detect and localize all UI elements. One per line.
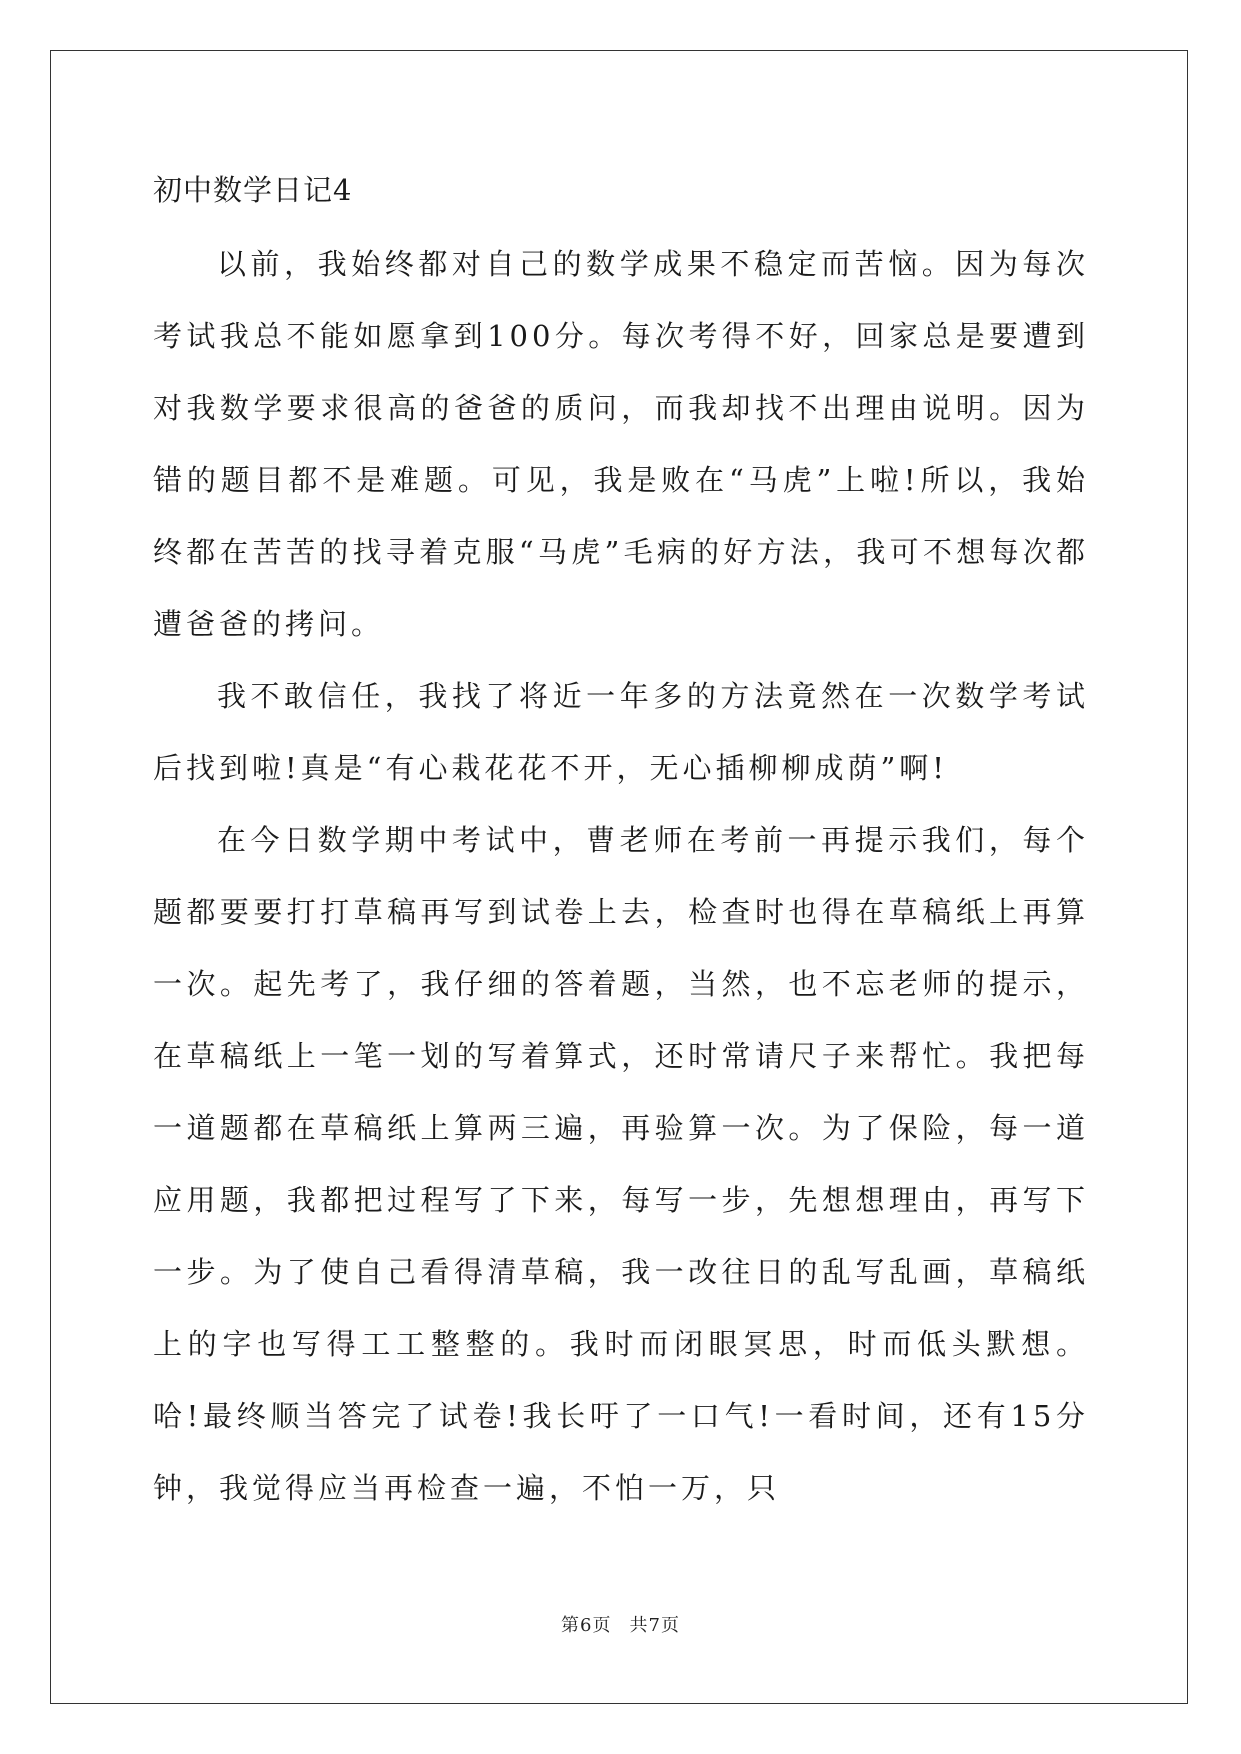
document-body (153, 160, 1089, 1524)
paragraph-1: 以前，我始终都对自己的数学成果不稳定而苦恼。因为每次考试我总不能如愿拿到100分。每次考得不好，回家总是要遭到对我数学要求很高的爸爸的质问，而我却找不出理由说明。因为错的题目都不是难题。可见，我是败在“马虎”上啦!所以，我始终都在苦苦的找寻着克服“马虎”毛病的好方法，我可不想每次都遭爸爸的拷问。 (153, 247, 1089, 641)
page-footer (0, 1611, 1241, 1637)
page-number: 第6页 (561, 1615, 612, 1636)
paragraph-2: 我不敢信任，我找了将近一年多的方法竟然在一次数学考试后找到啦!真是“有心栽花花不开，无心插柳柳成荫”啊! (153, 679, 1089, 785)
page-total: 共7页 (629, 1615, 680, 1636)
paragraph-3: 在今日数学期中考试中，曹老师在考前一再提示我们，每个题都要要打打草稿再写到试卷上去，检查时也得在草稿纸上再算一次。起先考了，我仔细的答着题，当然，也不忘老师的提示，在草稿纸上一笔一划的写着算式，还时常请尺子来帮忙。我把每一道题都在草稿纸上算两三遍，再验算一次。为了保险，每一道应用题，我都把过程写了下来，每写一步，先想想理由，再写下一步。为了使自己看得清草稿，我一改往日的乱写乱画，草稿纸上的字也写得工工整整的。我时而闭眼冥思，时而低头默想。哈!最终顺当答完了试卷!我长吁了一口气!一看时间，还有15分钟，我觉得应当再检查一遍，不怕一万，只 (153, 823, 1089, 1505)
document-title: 初中数学日记4 (153, 173, 353, 207)
